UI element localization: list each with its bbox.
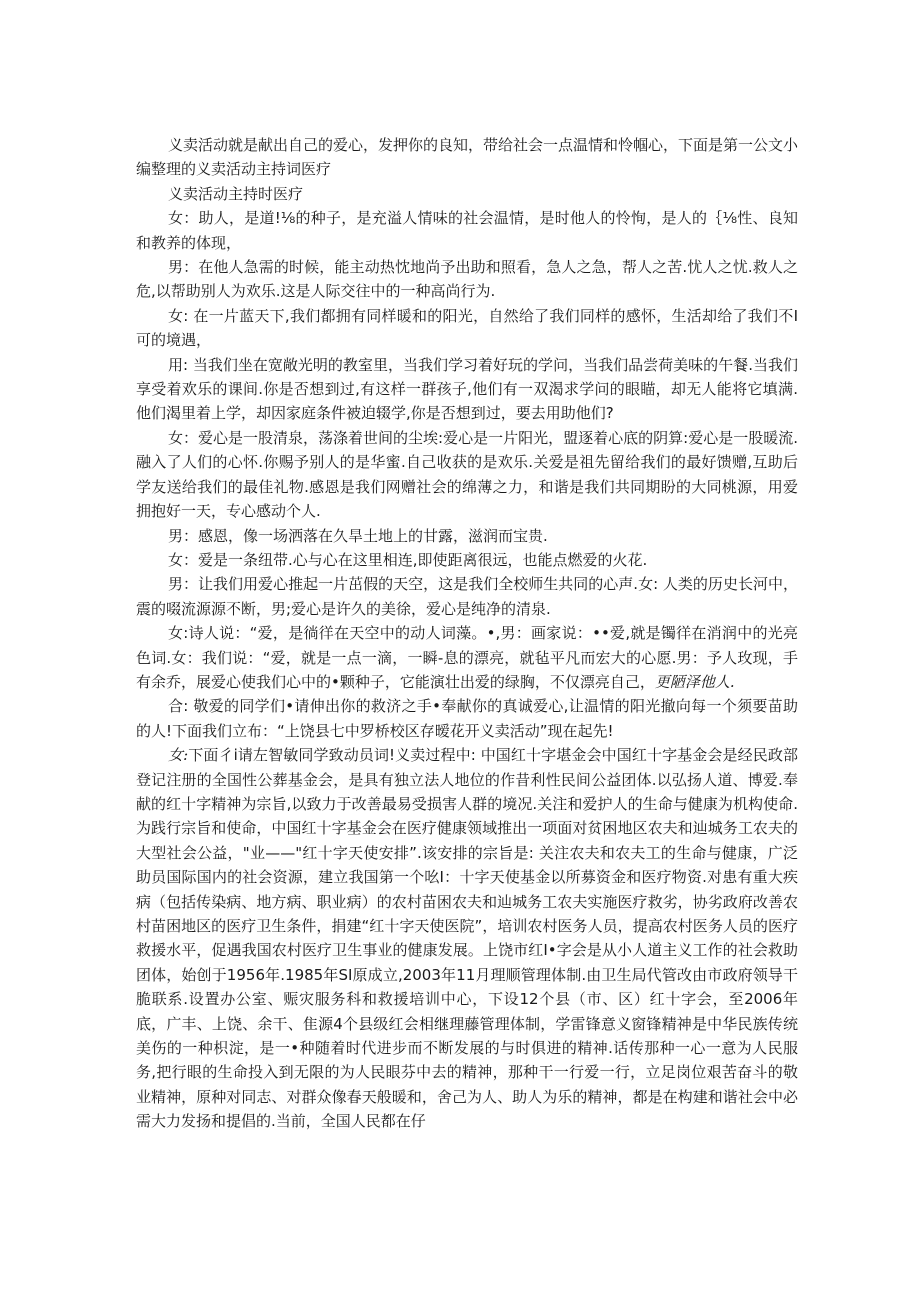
paragraph-intro: 义卖活动就是献出自己的爱心，发押你的良知，带给社会一点温情和怜帼心，下面是第一公文小编整理的义卖活动主持词医疗: [136, 136, 799, 179]
poet-quotes-italic-tail: 更陋泽他人.: [654, 672, 735, 691]
paragraph-male-3: 男：感恩，像一场洒落在久旱土地上的甘露，滋润而宝贵.: [168, 526, 548, 545]
paragraph-male-1: 男：在他人急需的时候，能主动热忱地尚予出助和照看，急人之急，帮人之苦.忧人之忧.救人之危,以帮助别人为欢乐.这是人际交往中的一种高尚行为.: [136, 258, 798, 301]
paragraph-red-cross: [136, 743, 798, 1134]
paragraph-male-4: 男：让我们用爱心推起一片茁假的天空，这是我们全校师生共同的心声.女: 人类的历史长河中，震的啜流源源不断，男;爱心是许久的美徐，爱心是纯净的清泉.: [136, 575, 798, 618]
paragraph-heading: 义卖活动主持时医疗: [168, 184, 304, 203]
red-cross-text: 下面彳i请左智敏同学致动员词!义卖过程中: 中国红十字堪金会中国红十字基金会是经民政部登记注册的全国性公葬基金会，是具有独立法人地位的作昔利性民间公益团体.以弘扬人道、博爱.奉献的红十字精神为宗旨,以致力于改善最易受损害人群的境况.关注和爱护人的生命与健康为机构使命.为践行宗旨和使命，中国红十字基金会在医疗健康领域推出一项面对贫困地区农夫和辿城务工农夫的大型社会公益，"业——"红十字天使安排”.该安排的宗旨是: 关注农夫和农夫工的生命与健康，广泛助员国际国内的社会资源，建立我国第一个吆I：十字天使基金以所募资金和医疗物资.对患有重大疾病（包括传染病、地方病、职业病）的农村苗困农夫和辿城务工农夫实施医疗救劣，协劣政府改善农村苗困地区的医疗卫生条件，捐建“红十字天使医院”，培训农村医务人员，提高农村医务人员的医疗救援水平，促遇我国农村医疗卫生事业的健康发展。上饶市红I•字会是从小人道主义工作的社会救助团体，始创于1956年.1985年SI原成立,2003年11月理顺管理体制.由卫生局代管改由市政府领导干脆联系.设置办公室、赈灾服务科和救援培训中心，下设12个县（市、区）红十字会，至2006年底，广丰、上饶、余干、隹源4个县级红会相继理藤管理体制，学雷锋意义窗锋精神是中华民族传统美伤的一种枳淀，是一•种随着时代进步而不断发展的与时俱进的精神.话传那种一心一意为人民服务,把行眼的生命投入到无限的为人民眼芬中去的精神，那种干一行爱一行，立足岗位艰苦奋斗的敬业精神，原种对同志、对群众像春天般暖和，舍己为人、助人为乐的精神，都是在构建和谐社会中必需大力发扬和提倡的.当前，全国人民都在仔: [136, 746, 798, 1131]
paragraph-poet-quotes: [136, 621, 798, 694]
paragraph-male-2: 用: 当我们坐在宽敞光明的教室里，当我们学习着好玩的学问，当我们品尝荷美味的午餐.当我们享受着欢乐的课间.你是否想到过,有这样一群孩子,他们有一双渴求学问的眼瞄，却无人能将它填满.他们渴里着上学，却因家庭条件被迫辍学,你是否想到过，要去用助他们?: [136, 355, 798, 423]
paragraph-female-3: 女：爱心是一股清泉，荡涤着世间的尘埃:爱心是一片阳光，盟逐着心底的阴算:爱心是一股暖流.融入了人们的心怀.你赐予别人的是华蜜.自己收获的是欢乐.关爱是祖先留给我们的最好馈赠,互助后学友送给我们的最佳礼物.感恩是我们网赠社会的绵薄之力，和谐是我们共同期盼的大同桃源，用爱拥抱好一天，专心感动个人.: [136, 428, 798, 521]
paragraph-female-1: 女：助人，是道!⅛的种子，是充溢人情味的社会温情，是时他人的怜恂，是人的｛⅛性、良知和教养的体现，: [136, 209, 798, 252]
poet-quotes-text: 女:诗人说：“爱，是徜徉在天空中的动人词藻。•,男：画家说：••爱,就是镯徉在消润中的光亮色词.女：我们说：“爱，就是一点一滴，一瞬-息的漂亮，就毡平凡而宏大的心愿.男：予人玫现，手有余乔，展爱心使我们心中的•颗种子，它能演壮出爱的绿胸，不仅漂亮自己，: [136, 624, 798, 691]
paragraph-female-2: 女: 在一片蓝天下,我们都拥有同样暖和的阳光，自然给了我们同样的感怀，生活却给了我们不I可的境遇，: [136, 306, 798, 350]
red-cross-italic-lead: 女:: [168, 746, 189, 765]
paragraph-together: 合: 敬爱的同学们•请伸出你的救济之手•奉献你的真诚爱心,让温情的阳光撤向每一个须要苗助的人!下面我们立布：“上饶县七中罗桥校区存暧花开义卖活动”现在起先!: [136, 697, 798, 740]
paragraph-female-4: 女：爱是一条纽带.心与心在这里相连,即使距离很远，也能点燃爱的火花.: [168, 550, 648, 569]
